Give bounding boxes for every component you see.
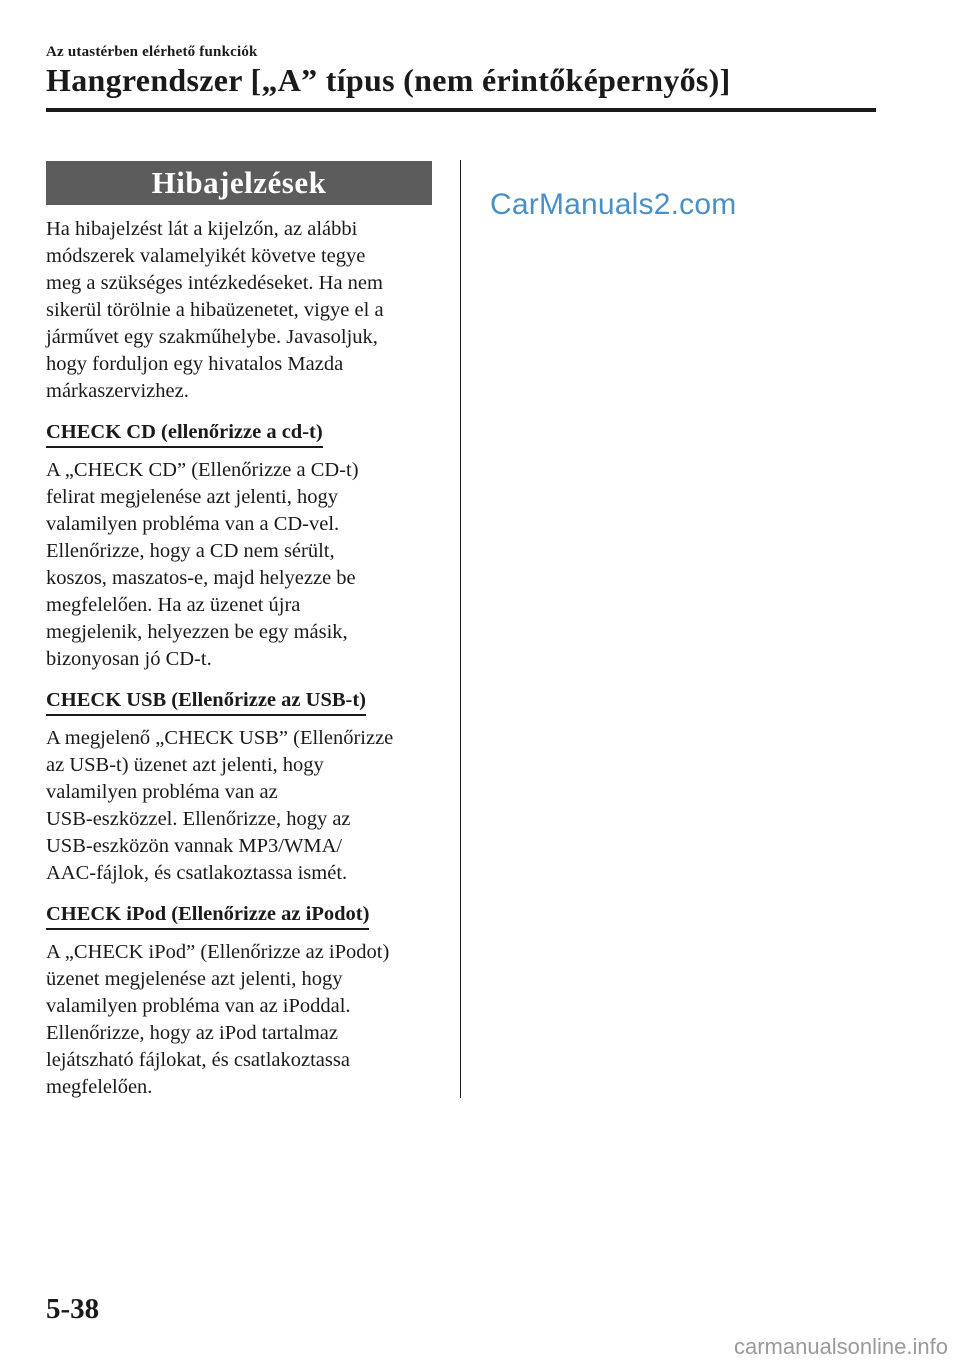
subhead-check-usb: CHECK USB (Ellenőrizze az USB-t): [46, 687, 366, 716]
paragraph-check-cd: A „CHECK CD” (Ellenőrizze a CD-t) felirat megjelenése azt jelenti, hogy valamilyen probléma van a CD-vel. Ellenőrizze, hogy a CD nem sérült, koszos, maszatos-e, majd helyezze be megfelelően. Ha az üzenet újra megjelenik, helyezzen be egy másik, bizonyosan jó CD-t.: [46, 459, 359, 670]
column-divider: [460, 160, 461, 1098]
paragraph-check-ipod: A „CHECK iPod” (Ellenőrizze az iPodot) üzenet megjelenése azt jelenti, hogy valamilyen probléma van az iPoddal. Ellenőrizze, hogy az iPod tartalmaz lejátszható fájlokat, és csatlakoztassa megfelelően.: [46, 941, 390, 1098]
item-check-ipod: [46, 887, 432, 1101]
page-title: Hangrendszer [„A” típus (nem érintőképernyős)]: [46, 62, 731, 98]
subhead-check-cd: CHECK CD (ellenőrizze a cd-t): [46, 419, 323, 448]
page-number: 5-38: [46, 1293, 100, 1325]
item-check-usb: [46, 673, 432, 887]
paragraph-check-usb: A megjelenő „CHECK USB” (Ellenőrizze az USB-t) üzenet azt jelenti, hogy valamilyen probléma van az USB-eszközzel. Ellenőrizze, hogy az USB-eszközön vannak MP3/WMA/ AAC-fájlok, és csatlakoztassa ismét.: [46, 727, 394, 884]
title-rule: [46, 108, 876, 112]
watermark-logo: CarManuals2.com: [490, 188, 737, 221]
intro-paragraph: Ha hibajelzést lát a kijelzőn, az alábbi módszerek valamelyikét követve tegye meg a szükséges intézkedéseket. Ha nem sikerül törölnie a hibaüzenetet, vigye el a járművet egy szakműhelybe. Javasoljuk, hogy forduljon egy hivatalos Mazda márkaszervizhez.: [46, 218, 384, 402]
running-head: Az utastérben elérhető funkciók: [46, 44, 258, 60]
left-column: [46, 161, 432, 1101]
footer-watermark: carmanualsonline.info: [733, 1334, 948, 1359]
item-check-cd: [46, 405, 432, 673]
subhead-check-ipod: CHECK iPod (Ellenőrizze az iPodot): [46, 901, 369, 930]
section-title: Hibajelzések: [46, 161, 432, 205]
